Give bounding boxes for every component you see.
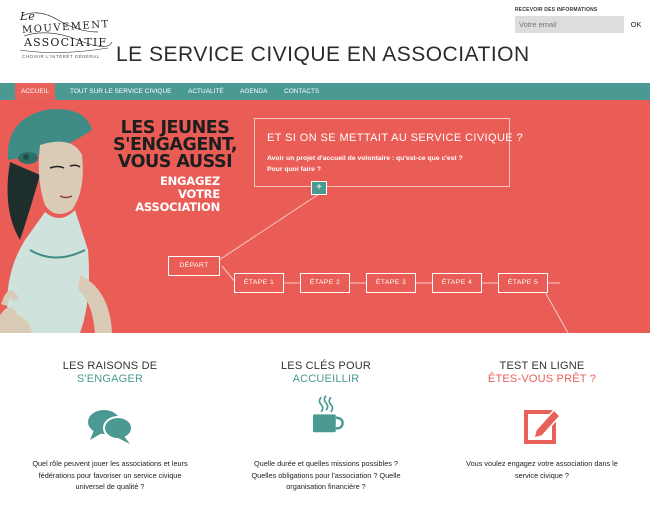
column-subtitle: ACCUEILLIR <box>292 373 360 385</box>
column-title: LES RAISONS DE <box>62 360 158 372</box>
logo-line-2: MOUVEMENT <box>21 18 111 37</box>
newsletter-ok-button[interactable]: OK <box>626 16 646 33</box>
column-text: Vous voulez engagez votre association dans le service civique ? <box>466 459 618 480</box>
slogan-line-3: VOUS AUSSI <box>117 152 233 172</box>
slogan-line-2: S'ENGAGENT, <box>112 135 238 155</box>
coffee-cup-icon <box>302 394 350 438</box>
step-etape-3[interactable]: ÉTAPE 3 <box>366 273 416 293</box>
expand-plus-button[interactable]: + <box>311 181 327 195</box>
nav-item-contacts[interactable]: CONTACTS <box>284 88 320 95</box>
column-cles[interactable] <box>226 360 426 491</box>
logo-line-1: Le <box>20 10 36 23</box>
column-text: Quel rôle peuvent jouer les associations et leurs fédérations pour favoriser un service civique universel de qualité ? <box>32 459 188 491</box>
nav-item-tout-sur-le-service-civique[interactable]: TOUT SUR LE SERVICE CIVIQUE <box>70 88 172 95</box>
column-subtitle: S'ENGAGER <box>76 373 144 385</box>
slogan-cta-1: ENGAGEZ <box>159 174 220 188</box>
speech-bubbles-icon <box>86 404 134 448</box>
step-depart[interactable]: DÉPART <box>168 256 220 276</box>
site-logo[interactable] <box>18 6 114 64</box>
column-test[interactable] <box>442 360 642 480</box>
nav-item-actualite[interactable]: ACTUALITÉ <box>188 88 224 95</box>
logo-line-3: ASSOCIATIF <box>24 36 108 49</box>
site-title: LE SERVICE CIVIQUE EN ASSOCIATION <box>116 43 530 66</box>
column-title: LES CLÉS POUR <box>280 360 372 372</box>
edit-pencil-icon <box>518 404 566 448</box>
step-etape-4[interactable]: ÉTAPE 4 <box>432 273 482 293</box>
nav-item-agenda[interactable]: AGENDA <box>240 88 268 95</box>
hero-banner <box>0 100 650 333</box>
main-nav <box>0 83 650 100</box>
email-input[interactable] <box>515 16 624 33</box>
question-link-pour-quoi-faire[interactable]: Pour quoi faire ? <box>267 166 322 173</box>
question-title: ET SI ON SE METTAIT AU SERVICE CIVIQUE ? <box>267 132 524 144</box>
slogan-cta-3: ASSOCIATION <box>135 200 220 214</box>
question-box <box>254 118 524 187</box>
question-link-projet[interactable]: Avoir un projet d'accueil de volontaire : qu'est-ce que c'est ? <box>267 155 463 162</box>
column-title: TEST EN LIGNE <box>499 360 585 372</box>
nav-item-accueil[interactable]: ACCUEIL <box>15 83 55 100</box>
column-subtitle: ÊTES-VOUS PRÊT ? <box>487 373 597 385</box>
column-text: Quelle durée et quelles missions possibles ? Quelles obligations pour l'association ? Quelle organisation financière ? <box>251 459 401 491</box>
header <box>0 0 650 83</box>
slogan-line-1: LES JEUNES <box>120 118 230 138</box>
step-etape-1[interactable]: ÉTAPE 1 <box>234 273 284 293</box>
newsletter-label: RECEVOIR DES INFORMATIONS <box>515 7 598 13</box>
slogan-cta-2: VOTRE <box>177 187 220 201</box>
step-etape-5[interactable]: ÉTAPE 5 <box>498 273 548 293</box>
logo-tagline: CHOISIR L'INTÉRÊT GÉNÉRAL <box>22 54 100 59</box>
column-raisons[interactable] <box>10 360 210 491</box>
step-etape-2[interactable]: ÉTAPE 2 <box>300 273 350 293</box>
